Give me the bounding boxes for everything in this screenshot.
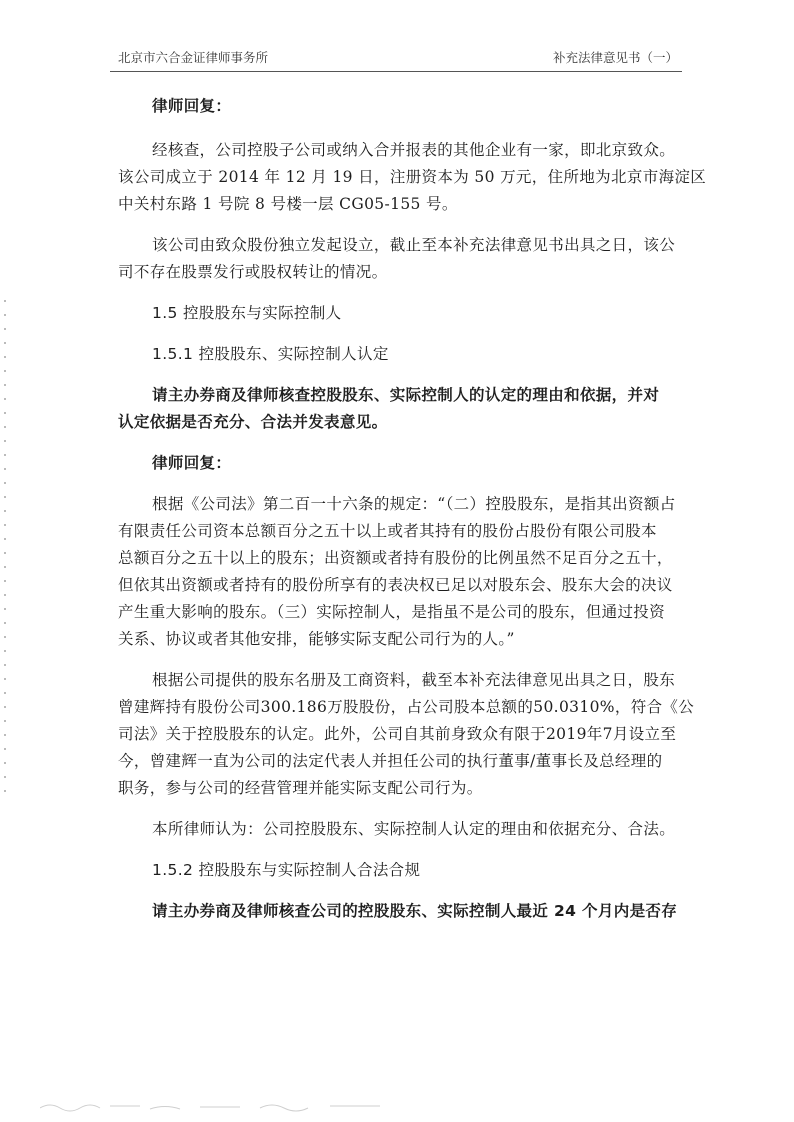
paragraph-line: 司不存在股票发行或股权转让的情况。 xyxy=(118,263,388,281)
lawyer-reply-label: 律师回复： xyxy=(152,454,232,472)
paragraph-subsidiary xyxy=(118,137,707,218)
question-line: 认定依据是否充分、合法并发表意见。 xyxy=(118,413,388,431)
paragraph-line: 该公司由致众股份独立发起设立，截止至本补充法律意见书出具之日，该公 xyxy=(152,236,676,254)
question-1-5-1 xyxy=(118,382,684,436)
paragraph-line: 中关村东路 1 号院 8 号楼一层 CG05-155 号。 xyxy=(118,195,458,213)
paragraph-line: 职务，参与公司的经营管理并能实际支配公司行为。 xyxy=(118,779,483,797)
paragraph-line: 产生重大影响的股东。（三）实际控制人，是指虽不是公司的股东，但通过投资 xyxy=(118,603,666,621)
question-line: 请主办券商及律师核查控股股东、实际控制人的认定的理由和依据，并对 xyxy=(152,386,660,404)
paragraph-line: 总额百分之五十以上的股东；出资额或者持有股份的比例虽然不足百分之五十， xyxy=(118,549,673,567)
lawyer-reply-label: 律师回复： xyxy=(152,97,232,115)
paragraph-line: 根据《公司法》第二百一十六条的规定：“（二）控股股东，是指其出资额占 xyxy=(152,495,676,513)
paragraph-line: 有限责任公司资本总额百分之五十以上或者其持有的股份占股份有限公司股本 xyxy=(118,522,657,540)
section-heading-1-5-1: 1.5.1 控股股东、实际控制人认定 xyxy=(152,345,389,363)
question-1-5-2: 请主办券商及律师核查公司的控股股东、实际控制人最近 24 个月内是否存 xyxy=(152,902,678,920)
paragraph-shareholder xyxy=(118,667,695,802)
paragraph-line: 经核查，公司控股子公司或纳入合并报表的其他企业有一家，即北京致众。 xyxy=(152,141,676,159)
document-title: 补充法律意见书（一） xyxy=(552,50,678,65)
paragraph-company-law xyxy=(118,491,684,653)
paragraph-line: 司法》关于控股股东的认定。此外，公司自其前身致众有限于2019年7月设立至 xyxy=(118,725,677,743)
firm-name: 北京市六合金证律师事务所 xyxy=(118,50,269,65)
page-header xyxy=(118,48,678,68)
header-divider xyxy=(110,71,682,72)
document-body xyxy=(118,93,707,925)
paragraph-line: 关系、协议或者其他安排，能够实际支配公司行为的人。” xyxy=(118,630,515,648)
paragraph-conclusion: 本所律师认为：公司控股股东、实际控制人认定的理由和依据充分、合法。 xyxy=(152,820,676,838)
paragraph-line: 但依其出资额或者持有的股份所享有的表决权已足以对股东会、股东大会的决议 xyxy=(118,576,673,594)
section-heading-1-5-2: 1.5.2 控股股东与实际控制人合法合规 xyxy=(152,861,421,879)
paragraph-line: 今，曾建辉一直为公司的法定代表人并担任公司的执行董事/董事长及总经理的 xyxy=(118,752,663,770)
paragraph-line: 根据公司提供的股东名册及工商资料，截至本补充法律意见出具之日，股东 xyxy=(152,671,676,689)
scan-margin-marks xyxy=(4,300,6,800)
paragraph-line: 曾建辉持有股份公司300.186万股股份，占公司股本总额的50.0310%，符合《公 xyxy=(118,698,695,716)
scan-bleed-marks xyxy=(40,1100,400,1114)
section-heading-1-5: 1.5 控股股东与实际控制人 xyxy=(152,304,342,322)
paragraph-establishment xyxy=(118,232,684,286)
paragraph-line: 该公司成立于 2014 年 12 月 19 日，注册资本为 50 万元，住所地为北京市海淀区 xyxy=(118,168,707,186)
